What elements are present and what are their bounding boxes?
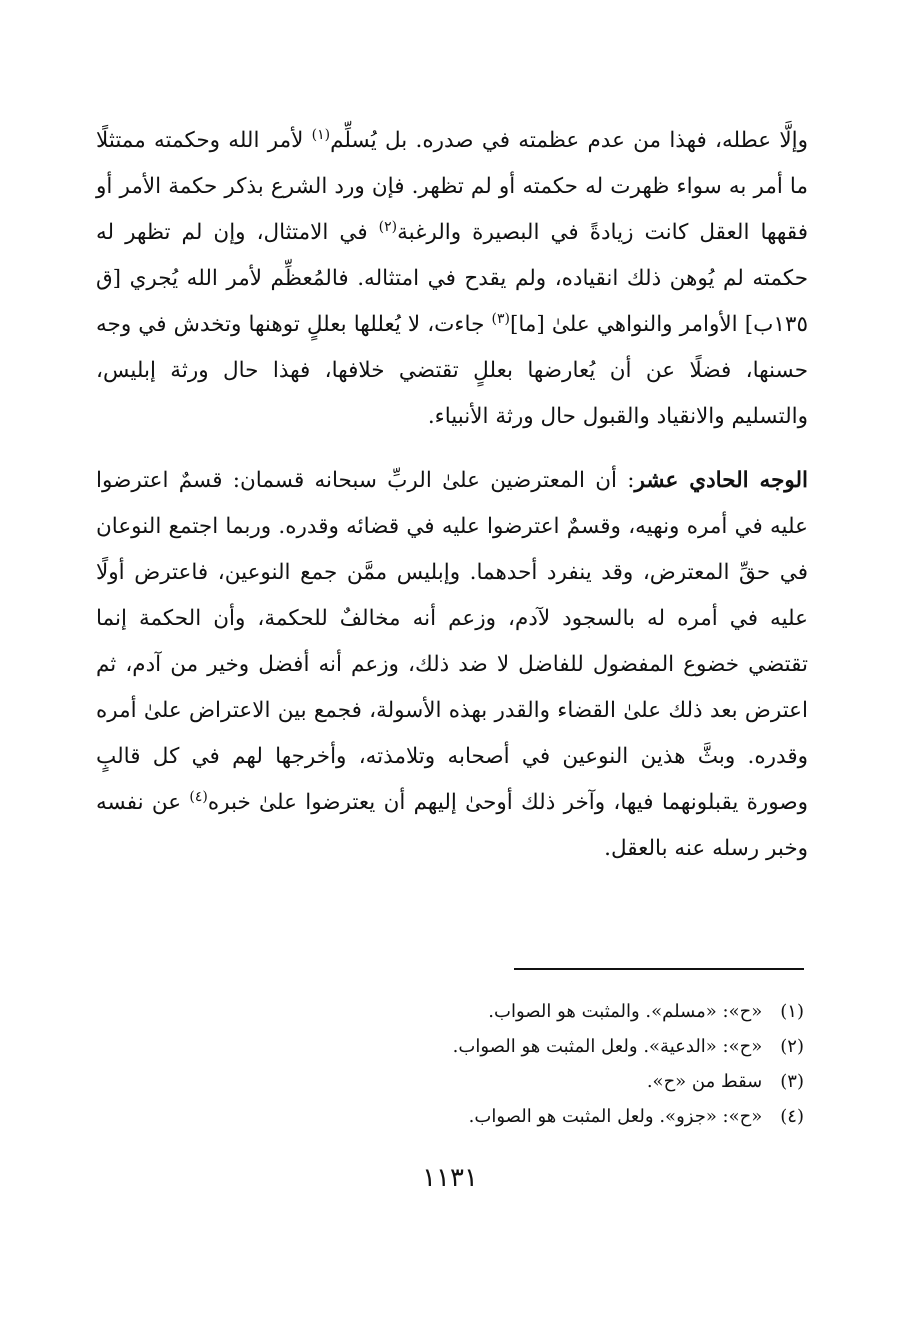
footnote-text: «ح»: «جزو». ولعل المثبت هو الصواب. <box>468 1106 763 1127</box>
paragraph-1 <box>96 118 808 440</box>
section-heading: الوجه الحادي عشر <box>634 468 808 493</box>
main-text <box>96 118 808 872</box>
paragraph-1-text-a: وإلَّا عطله، فهذا من عدم عظمته في صدره. بل يُسلِّم <box>330 128 809 153</box>
footnote-number: (١) <box>780 1001 804 1022</box>
paragraph-2-text-a: : أن المعترضين علىٰ الربِّ سبحانه قسمان: قسمٌ اعترضوا عليه في أمره ونهيه، وقسمٌ اعترضوا عليه في قضائه وقدره. وربما اجتمع النوعان في حقِّ المعترض، وقد ينفرد أحدهما. وإبليس ممَّن جمع النوعين، فاعترض أولًا عليه في أمره له بالسجود لآدم، وزعم أنه مخالفٌ للحكمة، وأن الحكمة إنما تقتضي خضوع المفضول للفاضل لا ضد ذلك، وزعم أنه أفضل وخير من آدم، ثم اعترض بعد ذلك علىٰ القضاء والقدر بهذه الأسولة، فجمع بين الاعتراض علىٰ أمره وقدره. وبثَّ هذين النوعين في أصحابه وتلامذته، وأخرجها لهم في كل قالبٍ وصورة يقبلونهما فيها، وآخر ذلك أوحىٰ إليهم أن يعترضوا علىٰ خبره <box>96 468 808 815</box>
footnote-ref-2[interactable]: (٢) <box>378 218 398 235</box>
footnote-1 <box>92 994 804 1029</box>
footnote-ref-4[interactable]: (٤) <box>189 788 208 805</box>
footnote-4 <box>92 1099 804 1134</box>
footnote-ref-1[interactable]: (١) <box>311 126 331 143</box>
footnote-text: سقط من «ح». <box>646 1071 763 1092</box>
footnote-number: (٢) <box>780 1036 804 1057</box>
paragraph-1-text-b: لأمر الله وحكمته ممتثلًا ما أمر به سواء ظهرت له حكمته أو لم تظهر. فإن ورد الشرع بذكر حكمة الأمر أو فقهها العقل كانت زيادةً في البصيرة والرغبة <box>96 128 808 245</box>
footnote-text: «ح»: «الدعية». ولعل المثبت هو الصواب. <box>452 1036 763 1057</box>
paragraph-2 <box>96 458 808 872</box>
footnote-2 <box>92 1029 804 1064</box>
paragraph-1-text-d: جاءت، لا يُعللها بعللٍ توهنها وتخدش في وجه حسنها، فضلًا عن أن يُعارضها بعللٍ تقتضي خلافها، فهذا حال ورثة إبليس، والتسليم والانقياد والقبول حال ورثة الأنبياء. <box>96 312 808 429</box>
footnote-divider <box>514 968 804 970</box>
footnotes <box>92 994 804 1134</box>
footnote-3 <box>92 1064 804 1099</box>
paragraph-1-text-c: في الامتثال، وإن لم تظهر له حكمته لم يُوهن ذلك انقياده، ولم يقدح في امتثاله. فالمُعظِّم لأمر الله يُجري [ق ١٣٥ب] الأوامر والنواهي علىٰ [ما] <box>96 220 808 337</box>
paragraph-2-text-b: عن نفسه وخبر رسله عنه بالعقل. <box>96 790 808 861</box>
footnote-ref-3[interactable]: (٣) <box>491 310 510 327</box>
footnote-number: (٤) <box>780 1106 804 1127</box>
footnote-text: «ح»: «مسلم». والمثبت هو الصواب. <box>488 1001 763 1022</box>
page-number: ١١٣١ <box>422 1163 478 1193</box>
footnote-number: (٣) <box>780 1071 804 1092</box>
